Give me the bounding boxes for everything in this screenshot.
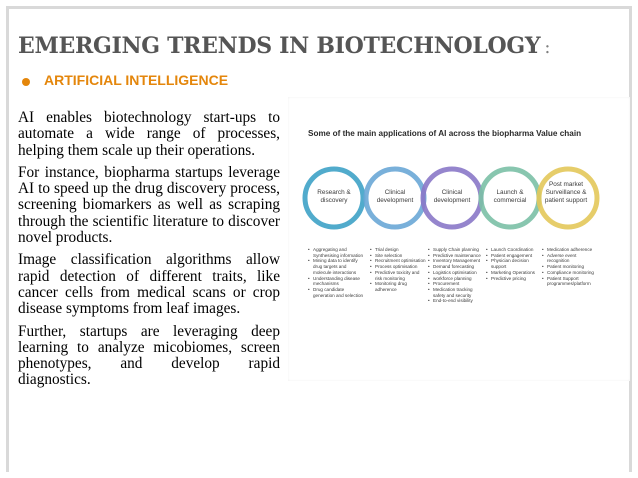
- list-item: • Mining data to identify drug targets and molecule interactions: [308, 258, 364, 275]
- list-item: • workforce planning: [428, 276, 484, 282]
- list-item: • Demand forecasting: [428, 264, 484, 270]
- list-item: • Predictive maintenance: [428, 253, 484, 259]
- stage-label-launch: Launch & commercial: [493, 189, 527, 204]
- list-item: • Compliance monitoring: [542, 270, 598, 276]
- list-item: • Process optimisation: [370, 264, 426, 270]
- list-item: • Monitoring drug adherence: [370, 281, 426, 292]
- bullet-heading: ARTIFICIAL INTELLIGENCE: [44, 72, 229, 88]
- paragraph: Image classification algorithms allow rapid detection of different traits, like cancer cells from medical scans or crop disease symptoms from leaf images.: [18, 251, 280, 318]
- list-item: • Patient engagement: [486, 253, 542, 259]
- list-item: • Marketing Operations: [486, 270, 542, 276]
- stage-label-post-market: Post market Surveillance & patient support: [544, 181, 588, 204]
- list-item: • Inventory Management: [428, 258, 484, 264]
- stage-items-clinical-2: [428, 247, 484, 304]
- slide-title-text: EMERGING TRENDS IN BIOTECHNOLOGY: [18, 33, 541, 59]
- stage-label-research: Research & discovery: [317, 189, 351, 204]
- body-text: [18, 110, 280, 395]
- list-item: • End-to-end visibility: [428, 298, 484, 304]
- stage-items-launch: [486, 247, 542, 281]
- list-item: • Medication tracking safety and security: [428, 287, 484, 298]
- slide-title-suffix: :: [544, 37, 551, 58]
- slide-border-left: [6, 6, 9, 472]
- list-item: • Launch Coordination: [486, 247, 542, 253]
- slide-title: [18, 33, 550, 59]
- list-item: • Understanding disease mechanisms: [308, 276, 364, 287]
- slide-border-top: [6, 6, 632, 9]
- list-item: • Logistics optimisation: [428, 270, 484, 276]
- stage-items-research: [308, 247, 364, 298]
- list-item: • Procurement: [428, 281, 484, 287]
- list-item: • Trial design: [370, 247, 426, 253]
- list-item: • Medication adherence: [542, 247, 598, 253]
- paragraph: For instance, biopharma startups leverage AI to speed up the drug discovery process, screening biomarkers as well as scraping through the scientific literature to discover novel products.: [18, 163, 280, 247]
- list-item: • Site selection: [370, 253, 426, 259]
- stage-rings: [288, 97, 630, 381]
- list-item: • Physician decision support: [486, 258, 542, 269]
- stage-items-post-market: [542, 247, 598, 287]
- value-chain-infographic: [288, 97, 630, 381]
- list-item: • Patient monitoring: [542, 264, 598, 270]
- list-item: • Aggregating and Synthesising information: [308, 247, 364, 258]
- paragraph: Further, startups are leveraging deep learning to analyze micobiomes, screen phenotypes, and develop rapid diagnostics.: [18, 322, 280, 389]
- list-item: • Recruitment optimisation: [370, 258, 426, 264]
- list-item: • Drug candidate generation and selection: [308, 287, 364, 298]
- bullet-dot-icon: [22, 78, 30, 86]
- paragraph: AI enables biotechnology start-ups to automate a wide range of processes, helping them scale up their operations.: [18, 109, 280, 159]
- list-item: • Adverse event recognition: [542, 253, 598, 264]
- list-item: • Patient Support programmes/platform: [542, 276, 598, 287]
- list-item: • Predictive pricing: [486, 276, 542, 282]
- list-item: • Predictive toxicity and risk monitoring: [370, 270, 426, 281]
- infographic-title: Some of the main applications of AI across the biopharma Value chain: [308, 129, 582, 138]
- stage-label-clinical-1: Clinical development: [376, 189, 414, 204]
- stage-label-clinical-2: Clinical development: [433, 189, 471, 204]
- stage-items-clinical-1: [370, 247, 426, 293]
- list-item: • Supply Chain planning: [428, 247, 484, 253]
